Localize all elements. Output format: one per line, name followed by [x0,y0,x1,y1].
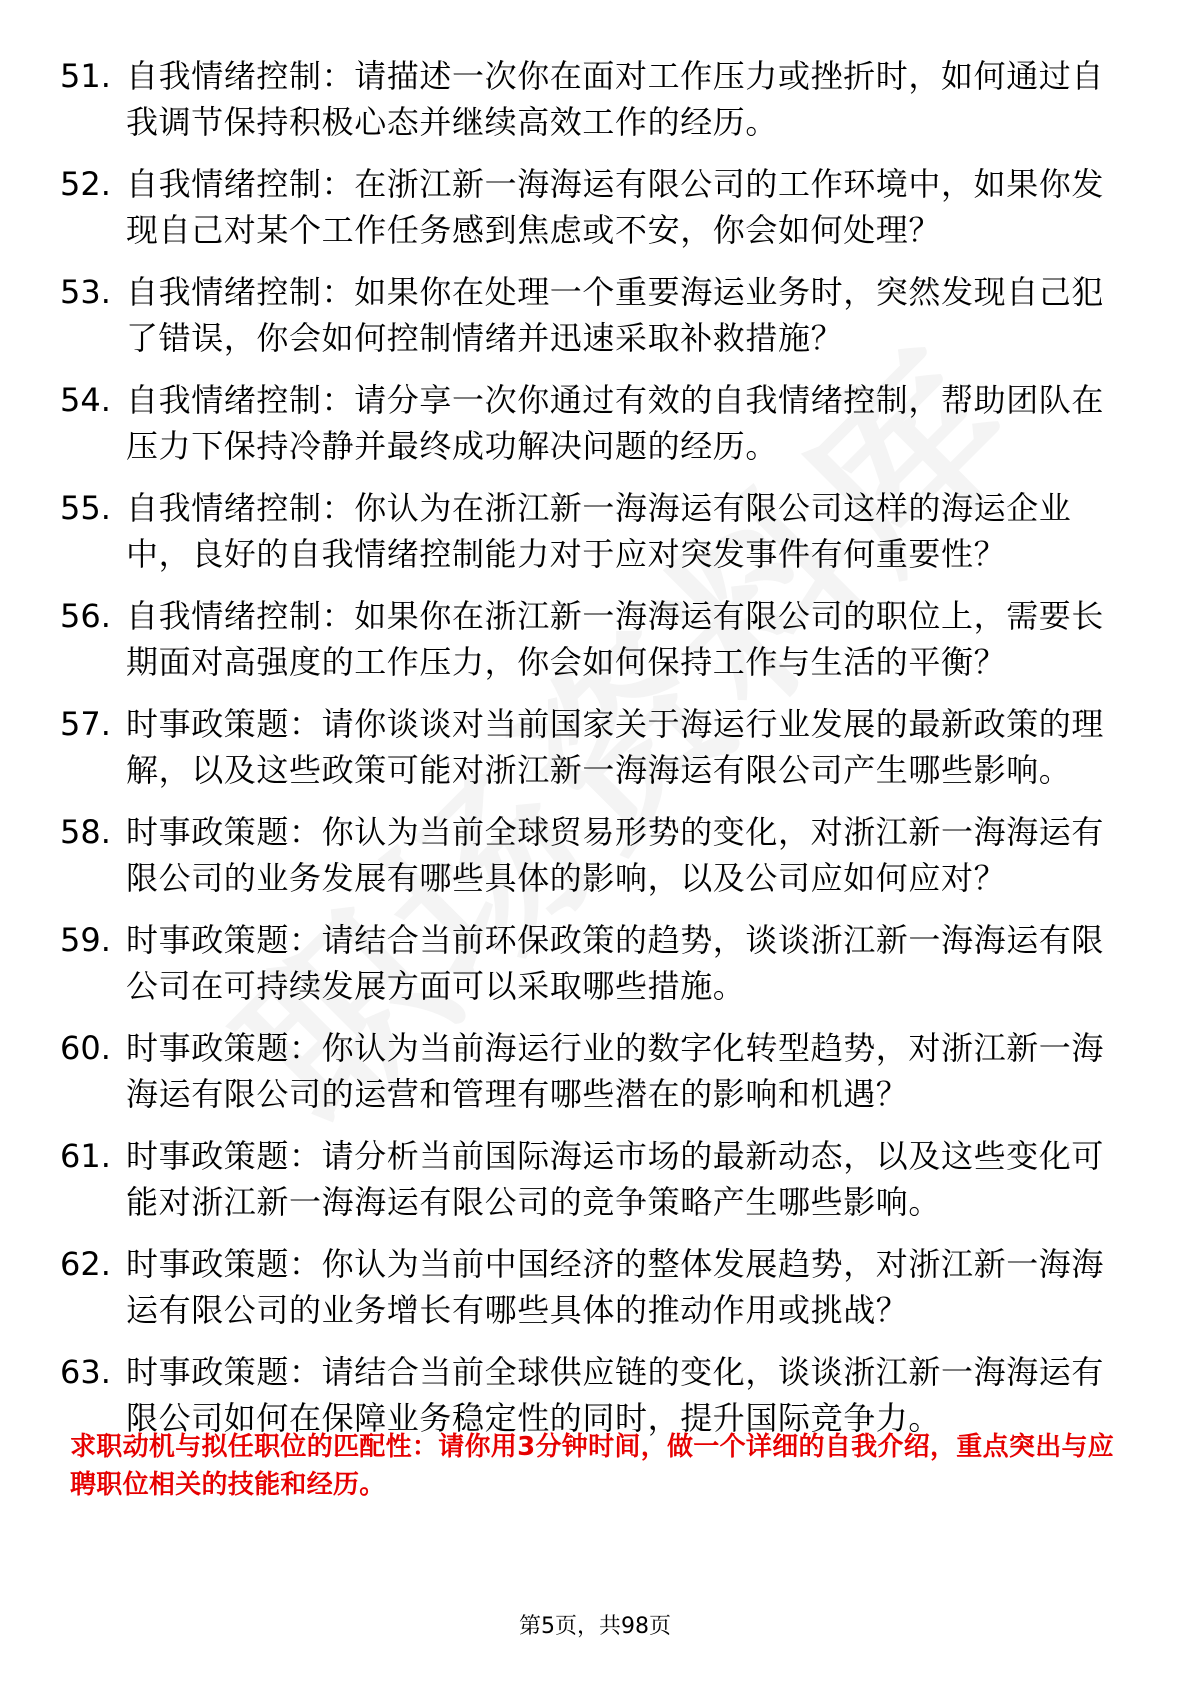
question-item [60,701,1120,793]
question-item [60,1025,1120,1117]
question-text: 时事政策题：你认为当前海运行业的数字化转型趋势，对浙江新一海海运有限公司的运营和管理有哪些潜在的影响和机遇？ [126,1029,1105,1113]
question-item [60,377,1120,469]
question-item [60,593,1120,685]
question-number: 52. [60,165,111,203]
question-text: 自我情绪控制：你认为在浙江新一海海运有限公司这样的海运企业中，良好的自我情绪控制能力对于应对突发事件有何重要性？ [126,489,1072,573]
question-number: 61. [60,1137,111,1175]
question-item [60,1241,1120,1333]
question-list [60,53,1120,1457]
question-number: 58. [60,813,111,851]
question-item [60,917,1120,1009]
question-text: 时事政策题：请结合当前全球供应链的变化，谈谈浙江新一海海运有限公司如何在保障业务稳定性的同时，提升国际竞争力。 [126,1353,1105,1437]
question-text: 自我情绪控制：请描述一次你在面对工作压力或挫折时，如何通过自我调节保持积极心态并继续高效工作的经历。 [126,57,1105,141]
question-number: 53. [60,273,111,311]
question-number: 63. [60,1353,111,1391]
question-text: 自我情绪控制：在浙江新一海海运有限公司的工作环境中，如果你发现自己对某个工作任务感到焦虑或不安，你会如何处理？ [126,165,1105,249]
question-text: 自我情绪控制：请分享一次你通过有效的自我情绪控制，帮助团队在压力下保持冷静并最终成功解决问题的经历。 [126,381,1105,465]
question-number: 57. [60,705,111,743]
question-text: 时事政策题：请结合当前环保政策的趋势，谈谈浙江新一海海运有限公司在可持续发展方面可以采取哪些措施。 [126,921,1105,1005]
question-text: 时事政策题：请分析当前国际海运市场的最新动态，以及这些变化可能对浙江新一海海运有限公司的竞争策略产生哪些影响。 [126,1137,1105,1221]
page-footer: 第5页，共98页 [519,1614,671,1639]
question-item [60,269,1120,361]
question-text: 自我情绪控制：如果你在浙江新一海海运有限公司的职位上，需要长期面对高强度的工作压力，你会如何保持工作与生活的平衡？ [126,597,1105,681]
question-item [60,1133,1120,1225]
question-text: 时事政策题：你认为当前全球贸易形势的变化，对浙江新一海海运有限公司的业务发展有哪些具体的影响，以及公司应如何应对？ [126,813,1105,897]
question-number: 51. [60,57,111,95]
question-number: 60. [60,1029,111,1067]
question-item [60,161,1120,253]
question-item [60,485,1120,577]
highlight-question: 求职动机与拟任职位的匹配性：请你用3分钟时间，做一个详细的自我介绍，重点突出与应聘职位相关的技能和经历。 [70,1432,1115,1500]
question-number: 59. [60,921,111,959]
question-number: 54. [60,381,111,419]
question-text: 时事政策题：你认为当前中国经济的整体发展趋势，对浙江新一海海运有限公司的业务增长有哪些具体的推动作用或挑战？ [126,1245,1105,1329]
question-text: 自我情绪控制：如果你在处理一个重要海运业务时，突然发现自己犯了错误，你会如何控制情绪并迅速采取补救措施？ [126,273,1105,357]
question-item [60,53,1120,145]
question-item [60,809,1120,901]
question-number: 56. [60,597,111,635]
question-text: 时事政策题：请你谈谈对当前国家关于海运行业发展的最新政策的理解，以及这些政策可能对浙江新一海海运有限公司产生哪些影响。 [126,705,1105,789]
question-number: 55. [60,489,111,527]
question-number: 62. [60,1245,111,1283]
